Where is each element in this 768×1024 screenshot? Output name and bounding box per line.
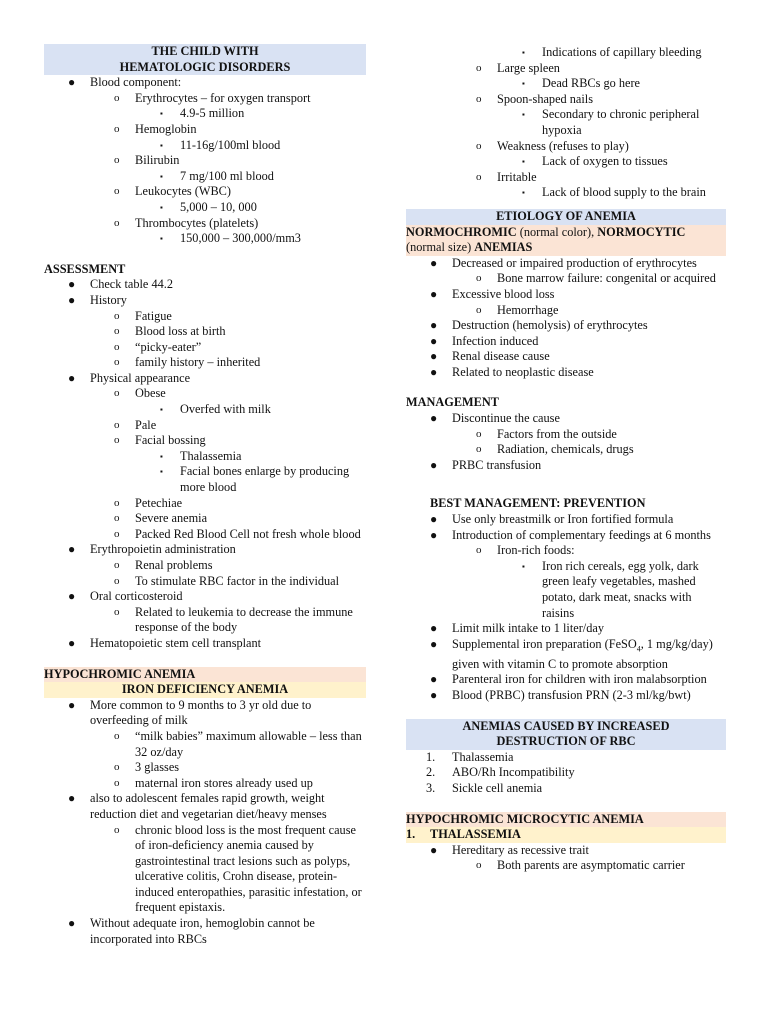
title-line-2: HEMATOLOGIC DISORDERS xyxy=(119,59,291,74)
list-item: ● Discontinue the cause xyxy=(430,411,560,426)
list-item: o Related to leukemia to decrease the immune response of the body xyxy=(114,604,353,635)
circle-bullet: o xyxy=(476,443,482,456)
list-item: o Facial bossing xyxy=(114,433,206,448)
list-item: ▪ 5,000 – 10, 000 xyxy=(160,199,257,214)
list-item: ● Related to neoplastic disease xyxy=(430,364,594,379)
list-item: ▪ 11-16g/100ml blood xyxy=(160,137,281,152)
list-item: ▪ 4.9-5 million xyxy=(160,106,245,121)
list-item: o Hemoglobin xyxy=(114,121,197,136)
list-item: ▪ 7 mg/100 ml blood xyxy=(160,168,274,183)
circle-bullet: o xyxy=(476,61,482,74)
title-banner xyxy=(44,44,366,75)
list-item: ● Infection induced xyxy=(430,333,539,348)
disc-bullet: ● xyxy=(68,635,76,650)
disc-bullet: ● xyxy=(430,512,438,527)
list-item: o family history – inherited xyxy=(114,355,261,370)
circle-bullet: o xyxy=(114,729,120,742)
square-bullet: ▪ xyxy=(522,188,525,198)
list-item: ▪ Overfed with milk xyxy=(160,402,271,417)
numbered-item: 3. Sickle cell anemia xyxy=(426,780,543,795)
disc-bullet: ● xyxy=(430,621,438,636)
list-item: ● Parenteral iron for children with iron malabsorption xyxy=(430,672,707,687)
list-item: o “milk babies” maximum allowable – less than 32 oz/day xyxy=(114,728,362,759)
square-bullet: ▪ xyxy=(160,405,163,415)
list-item: o Bone marrow failure: congenital or acquired xyxy=(476,271,716,286)
list-item: o Blood loss at birth xyxy=(114,324,226,339)
list-item: o maternal iron stores already used up xyxy=(114,775,313,790)
thalassemia-heading: 1. THALASSEMIA xyxy=(406,827,726,843)
list-item: ● History xyxy=(68,292,127,307)
list-item: ▪ Dead RBCs go here xyxy=(522,76,641,91)
circle-bullet: o xyxy=(114,512,120,525)
increased-destruction-heading: ANEMIAS CAUSED BY INCREASED DESTRUCTION OF RBC xyxy=(406,719,726,750)
square-bullet: ▪ xyxy=(160,171,163,181)
circle-bullet: o xyxy=(114,122,120,135)
disc-bullet: ● xyxy=(430,364,438,379)
microcytic-heading: HYPOCHROMIC MICROCYTIC ANEMIA xyxy=(406,812,726,828)
title-line-1: THE CHILD WITH xyxy=(151,44,259,58)
disc-bullet: ● xyxy=(68,292,76,307)
list-item: ▪ Iron rich cereals, egg yolk, dark green leafy vegetables, mashed potato, dark meat, snacks with raisins xyxy=(522,558,699,620)
list-item: o Spoon-shaped nails xyxy=(476,91,593,106)
circle-bullet: o xyxy=(114,418,120,431)
disc-bullet: ● xyxy=(430,688,438,703)
circle-bullet: o xyxy=(476,544,482,557)
disc-bullet: ● xyxy=(68,791,76,806)
circle-bullet: o xyxy=(114,434,120,447)
disc-bullet: ● xyxy=(430,286,438,301)
disc-bullet: ● xyxy=(68,916,76,931)
disc-bullet: ● xyxy=(68,277,76,292)
circle-bullet: o xyxy=(114,216,120,229)
circle-bullet: o xyxy=(114,309,120,322)
circle-bullet: o xyxy=(476,170,482,183)
list-item: o Pale xyxy=(114,417,157,432)
list-item: o Factors from the outside xyxy=(476,426,617,441)
circle-bullet: o xyxy=(476,303,482,316)
numbered-item: 1. Thalassemia xyxy=(426,749,514,764)
list-item: ▪ Lack of oxygen to tissues xyxy=(522,154,668,169)
circle-bullet: o xyxy=(114,559,120,571)
square-bullet: ▪ xyxy=(160,202,163,212)
left-column xyxy=(44,44,366,947)
list-item: ● Hematopoietic stem cell transplant xyxy=(68,635,262,650)
disc-bullet: ● xyxy=(430,318,438,333)
right-column xyxy=(406,45,726,874)
circle-bullet: o xyxy=(114,496,120,509)
disc-bullet: ● xyxy=(430,457,438,472)
circle-bullet: o xyxy=(114,154,120,167)
disc-bullet: ● xyxy=(68,75,76,90)
list-item: o Radiation, chemicals, drugs xyxy=(476,442,634,457)
list-item: ▪ Thalassemia xyxy=(160,448,242,463)
disc-bullet: ● xyxy=(68,370,76,385)
square-bullet: ▪ xyxy=(522,561,525,571)
disc-bullet: ● xyxy=(430,255,438,270)
list-item: ● Erythropoietin administration xyxy=(68,542,236,557)
list-item: ▪ Secondary to chronic peripheral hypoxia xyxy=(522,107,700,137)
circle-bullet: o xyxy=(114,527,120,540)
list-item: ▪ 150,000 – 300,000/mm3 xyxy=(160,231,301,246)
list-item: o Erythrocytes – for oxygen transport xyxy=(114,90,311,105)
square-bullet: ▪ xyxy=(160,467,163,477)
list-item: ● More common to 9 months to 3 yr old due to overfeeding of milk xyxy=(68,697,312,728)
list-item: o Hemorrhage xyxy=(476,302,559,317)
list-item: ▪ Indications of capillary bleeding xyxy=(522,45,702,59)
list-item: o Packed Red Blood Cell not fresh whole blood xyxy=(114,526,361,541)
list-item: o Severe anemia xyxy=(114,511,208,526)
hypochromic-heading: HYPOCHROMIC ANEMIA xyxy=(44,667,366,683)
circle-bullet: o xyxy=(114,91,120,104)
square-bullet: ▪ xyxy=(160,451,163,461)
list-item: ● Introduction of complementary feedings at 6 months xyxy=(430,527,711,542)
list-item: ● Physical appearance xyxy=(68,370,191,385)
circle-bullet: o xyxy=(476,427,482,440)
list-item: o chronic blood loss is the most frequent cause of iron-deficiency anemia caused by gastrointestinal tract lesions such as polyps, ulcerative colitis, Crohn disease, protein-induced enteropathies, parasitic infestation, or frequent epistaxis. xyxy=(114,822,362,915)
list-item: ● Hereditary as recessive trait xyxy=(430,842,589,857)
list-item: o Iron-rich foods: xyxy=(476,543,575,558)
disc-bullet: ● xyxy=(430,349,438,364)
list-item: o Both parents are asymptomatic carrier xyxy=(476,858,685,873)
list-item: ● Without adequate iron, hemoglobin cannot be incorporated into RBCs xyxy=(68,916,315,946)
list-item: o Large spleen xyxy=(476,60,560,75)
list-item: o Renal problems xyxy=(114,558,213,572)
list-item: o Thrombocytes (platelets) xyxy=(114,215,259,230)
disc-bullet: ● xyxy=(430,527,438,542)
circle-bullet: o xyxy=(476,272,482,285)
square-bullet: ▪ xyxy=(522,48,525,57)
disc-bullet: ● xyxy=(430,636,438,651)
list-item: o Bilirubin xyxy=(114,153,180,168)
disc-bullet: ● xyxy=(430,411,438,426)
list-item: o Obese xyxy=(114,386,166,401)
list-item: o To stimulate RBC factor in the individual xyxy=(114,573,340,588)
list-item: ● Destruction (hemolysis) of erythrocytes xyxy=(430,318,648,333)
list-item: ● Blood component: xyxy=(68,75,182,90)
etiology-heading: ETIOLOGY OF ANEMIA xyxy=(406,209,726,225)
disc-bullet: ● xyxy=(68,589,76,604)
assessment-heading: ASSESSMENT xyxy=(44,261,126,276)
circle-bullet: o xyxy=(114,387,120,400)
disc-bullet: ● xyxy=(68,542,76,557)
iron-deficiency-heading: IRON DEFICIENCY ANEMIA xyxy=(44,682,366,698)
square-bullet: ▪ xyxy=(160,234,163,244)
circle-bullet: o xyxy=(114,356,120,369)
list-item: o Petechiae xyxy=(114,495,183,510)
circle-bullet: o xyxy=(114,185,120,198)
circle-bullet: o xyxy=(476,139,482,152)
list-item: o 3 glasses xyxy=(114,760,180,775)
disc-bullet: ● xyxy=(430,842,438,857)
list-item: ● Blood (PRBC) transfusion PRN (2-3 ml/kg/bwt) xyxy=(430,688,691,703)
list-item: ▪ Lack of blood supply to the brain xyxy=(522,185,706,200)
list-item: ● Decreased or impaired production of erythrocytes xyxy=(430,255,697,270)
square-bullet: ▪ xyxy=(160,109,163,119)
circle-bullet: o xyxy=(114,605,120,618)
list-item: o Irritable xyxy=(476,169,537,184)
circle-bullet: o xyxy=(476,859,482,872)
square-bullet: ▪ xyxy=(522,110,525,120)
list-item: ● Use only breastmilk or Iron fortified formula xyxy=(430,512,674,527)
list-item: ● Supplemental iron preparation (FeSO$_4$, 1 mg/kg/day) given with vitamin C to promote absorption xyxy=(430,636,713,671)
circle-bullet: o xyxy=(114,574,120,587)
list-item: ● Check table 44.2 xyxy=(68,277,173,292)
list-item: ▪ Facial bones enlarge by producing more blood xyxy=(160,464,350,495)
square-bullet: ▪ xyxy=(160,140,163,150)
disc-bullet: ● xyxy=(430,672,438,687)
disc-bullet: ● xyxy=(430,333,438,348)
list-item: ● Renal disease cause xyxy=(430,349,550,364)
circle-bullet: o xyxy=(476,92,482,105)
square-bullet: ▪ xyxy=(522,79,525,89)
list-item: ● also to adolescent females rapid growth, weight reduction diet and vegetarian diet/heavy menses xyxy=(68,791,327,821)
disc-bullet: ● xyxy=(68,697,76,712)
list-item: ● Excessive blood loss xyxy=(430,286,555,301)
list-item: ● PRBC transfusion xyxy=(430,457,542,472)
square-bullet: ▪ xyxy=(522,157,525,167)
management-heading: MANAGEMENT xyxy=(406,395,499,410)
list-item: o Weakness (refuses to play) xyxy=(476,138,629,153)
numbered-item: 2. ABO/Rh Incompatibility xyxy=(426,765,575,780)
list-item: ● Limit milk intake to 1 liter/day xyxy=(430,621,604,636)
list-item: o “picky-eater” xyxy=(114,339,202,354)
circle-bullet: o xyxy=(114,823,120,836)
circle-bullet: o xyxy=(114,340,120,353)
normochromic-heading: NORMOCHROMIC (normal color), NORMOCYTIC (normal size) ANEMIAS xyxy=(406,225,726,256)
circle-bullet: o xyxy=(114,776,120,789)
list-item: ● Oral corticosteroid xyxy=(68,589,183,604)
prevention-heading: BEST MANAGEMENT: PREVENTION xyxy=(430,496,646,511)
list-item: o Fatigue xyxy=(114,308,172,323)
circle-bullet: o xyxy=(114,325,120,338)
list-item: o Leukocytes (WBC) xyxy=(114,184,231,199)
circle-bullet: o xyxy=(114,761,120,774)
